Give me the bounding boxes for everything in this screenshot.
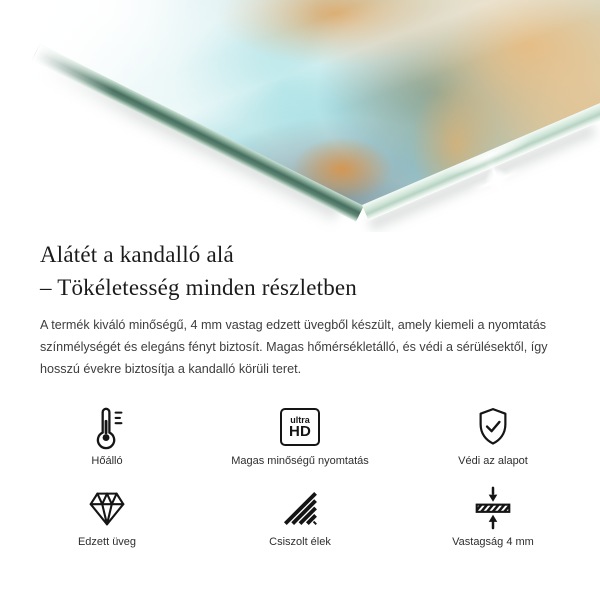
feature-heat-resistant	[84, 404, 130, 467]
feature-tempered-glass	[78, 485, 136, 548]
ultra-hd-icon-text-top: ultra	[290, 414, 310, 425]
description-line: hosszú évekre biztosítja a kandalló körüli teret.	[40, 362, 302, 376]
feature-thickness-4mm	[452, 485, 534, 548]
page-title-line-1: Alátét a kandalló alá	[40, 242, 234, 267]
diamond-icon	[84, 485, 130, 531]
feature-label: Csiszolt élek	[269, 536, 331, 548]
feature-label: Edzett üveg	[77, 536, 137, 548]
shield-check-icon	[471, 404, 515, 450]
feature-label: Magas minőségű nyomtatás	[231, 455, 369, 467]
page-title	[40, 238, 560, 304]
feature-label: Védi az alapot	[458, 455, 528, 467]
description-line: A termék kiváló minőségű, 4 mm vastag edzett üvegből készült, amely kiemeli a nyomtatás	[40, 318, 547, 332]
description-line: színmélységét és elegáns fényt biztosít. Magas hőmérsékletálló, és védi a sérülésektől, így	[40, 340, 548, 354]
ultra-hd-icon-text-bottom: HD	[288, 422, 312, 440]
feature-polished-edges	[269, 485, 331, 548]
ultra-hd-icon	[280, 404, 320, 450]
feature-label: Vastagság 4 mm	[452, 536, 534, 548]
hero-product-image	[0, 0, 600, 232]
feature-protects-base	[458, 404, 528, 467]
feature-label: Hőálló	[91, 455, 123, 467]
product-description-section	[0, 238, 600, 380]
thickness-4mm-icon	[470, 485, 516, 531]
page-title-line-2: – Tökéletesség minden részletben	[40, 275, 358, 300]
feature-ultra-hd-print	[231, 404, 369, 467]
polished-edges-icon	[278, 485, 322, 531]
thermometer-icon	[84, 404, 130, 450]
feature-grid	[40, 404, 560, 548]
product-description	[40, 314, 560, 380]
